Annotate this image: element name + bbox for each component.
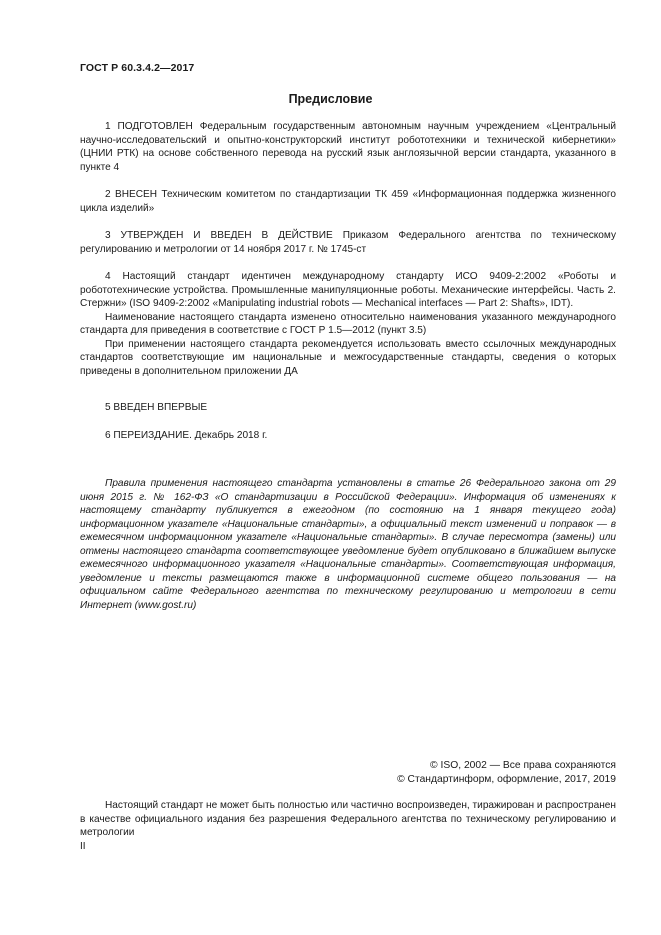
item-4 xyxy=(80,270,616,378)
item-4-name-change: Наименование настоящего стандарта изменено относительно наименования указанного международного стандарта для приведения в соответствие с ГОСТ Р 1.5—2012 (пункт 3.5) xyxy=(80,311,616,336)
page-title: Предисловие xyxy=(288,92,373,106)
item-5-text: 5 ВВЕДЕН ВПЕРВЫЕ xyxy=(105,402,208,413)
item-1 xyxy=(80,120,616,174)
reproduction-restriction xyxy=(80,799,616,840)
item-3 xyxy=(80,229,616,256)
standard-code: ГОСТ Р 60.3.4.2—2017 xyxy=(80,62,195,74)
item-6 xyxy=(80,429,616,443)
copyright-standartinform: © Стандартинформ, оформление, 2017, 2019 xyxy=(397,773,616,785)
item-3-text: 3 УТВЕРЖДЕН И ВВЕДЕН В ДЕЙСТВИЕ Приказом Федерального агентства по техническому регулированию и метрологии от 14 ноября 2017 г. № 1745-ст xyxy=(80,230,616,255)
application-notice-text: Правила применения настоящего стандарта установлены в статье 26 Федерального закона от 29 июня 2015 г. № 162-ФЗ «О стандартизации в Российской Федерации». Информация об изменениях к настоящему стандарту публикуется в ежегодном (по состоянию на 1 января текущего года) информационном указателе «Национальные стандарты», а официальный текст изменений и поправок — в ежемесячном информационном указателе «Национальные стандарты». В случае пересмотра (замены) или отмены настоящего стандарта соответствующее уведомление будет опубликовано в ближайшем выпуске ежемесячного информационного указателя «Национальные стандарты». Соответствующая информация, уведомление и тексты размещаются также в информационной системе общего пользования — на официальном сайте Федерального агентства по техническому регулированию и метрологии в сети Интернет (www.gost.ru) xyxy=(80,478,616,611)
item-2 xyxy=(80,188,616,215)
item-4-text: 4 Настоящий стандарт идентичен международному стандарту ИСО 9409-2:2002 «Роботы и робототехнические устройства. Промышленные манипуляционные роботы. Механические интерфейсы. Часть 2. Стержни» (ISO 9409-2:2002 «Manipulating industrial robots — Mechanical interfaces — Part 2: Shafts», IDT). xyxy=(80,271,616,309)
application-notice xyxy=(80,477,616,612)
page-number: II xyxy=(80,841,86,852)
copyright-block xyxy=(316,759,616,786)
reproduction-restriction-text: Настоящий стандарт не может быть полностью или частично воспроизведен, тиражирован и распространен в качестве официального издания без разрешения Федерального агентства по техническому регулированию и метрологии xyxy=(80,800,616,838)
item-1-text: 1 ПОДГОТОВЛЕН Федеральным государственным автономным научным учреждением «Центральный научно-исследовательский и опытно-конструкторский институт робототехники и технической кибернетики» (ЦНИИ РТК) на основе собственного перевода на русский язык англоязычной версии стандарта, указанного в пункте 4 xyxy=(80,121,616,173)
item-5 xyxy=(80,401,616,415)
copyright-iso: © ISO, 2002 — Все права сохраняются xyxy=(430,760,616,771)
item-4-references: При применении настоящего стандарта рекомендуется использовать вместо ссылочных международных стандартов соответствующие им национальные и межгосударственные стандарты, сведения о которых приведены в дополнительном приложении ДА xyxy=(80,338,616,377)
item-2-text: 2 ВНЕСЕН Техническим комитетом по стандартизации ТК 459 «Информационная поддержка жизненного цикла изделий» xyxy=(80,189,616,214)
item-6-text: 6 ПЕРЕИЗДАНИЕ. Декабрь 2018 г. xyxy=(105,430,268,441)
